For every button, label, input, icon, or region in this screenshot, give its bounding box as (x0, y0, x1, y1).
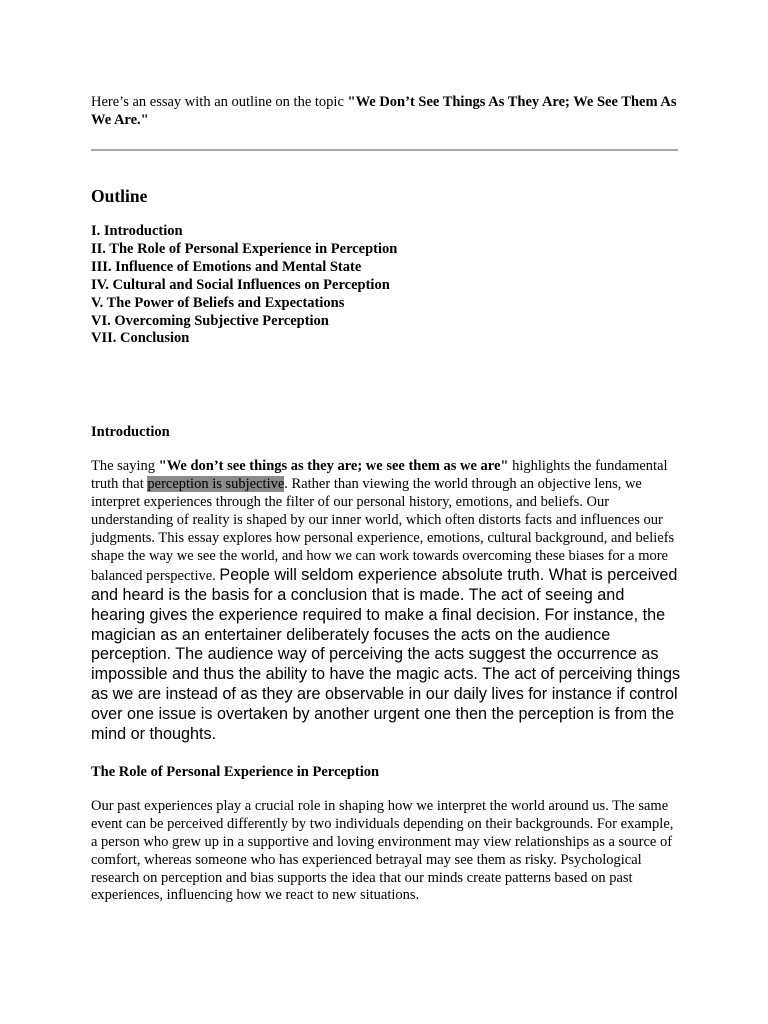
intro-lead-text: Here’s an essay with an outline on the topic (91, 94, 348, 110)
outline-item: VI. Overcoming Subjective Perception (91, 312, 329, 329)
inserted-sans-text: People will seldom experience absolute truth. What is perceived and heard is the basis for a conclusion that is made. The act of seeing and hearing gives the experience required to make a final decision. For instance, the magician as an entertainer deliberately focuses the acts on the audience perception. The audience way of perceiving the acts suggest the occurrence as impossible and thus the ability to have the magic acts. The act of perceiving things as we are instead of as they are observable in our daily lives for instance if control over one issue is overtaken by another urgent one then the perception is from the mind or thoughts. (91, 565, 681, 744)
outline-item: V. The Power of Beliefs and Expectations (91, 294, 345, 311)
document-body (91, 93, 681, 905)
outline-list (91, 223, 681, 348)
role-experience-heading: The Role of Personal Experience in Perception (91, 763, 380, 780)
outline-heading: Outline (91, 186, 148, 206)
horizontal-divider (91, 149, 678, 151)
intro-para-after-quote: highlights the fundamental truth that (91, 458, 668, 493)
outline-item: III. Influence of Emotions and Mental State (91, 258, 362, 275)
outline-item: IV. Cultural and Social Influences on Perception (91, 276, 390, 293)
essay-topic: "We Don’t See Things As They Are; We See Them As We Are." (91, 94, 677, 128)
intro-para-body: . Rather than viewing the world through an objective lens, we interpret experiences through the filter of our personal history, emotions, and beliefs. Our understanding of reality is shaped by our inner world, which often distorts facts and influences our judgments. This essay explores how personal experience, emotions, cultural background, and beliefs shape the way we see the world, and how we can work towards overcoming these biases for a more balanced perspective. (91, 476, 675, 584)
highlighted-phrase: perception is subjective (147, 476, 285, 493)
introduction-paragraph (91, 458, 681, 745)
essay-intro-line (91, 93, 681, 129)
role-experience-paragraph: Our past experiences play a crucial role in shaping how we interpret the world around us. The same event can be perceived differently by two individuals depending on their backgrounds. For example, a person who grew up in a supportive and loving environment may view relationships as a source of comfort, whereas someone who has experienced betrayal may see them as risky. Psychological research on perception and bias supports the idea that our minds create patterns based on past experiences, influencing how we react to new situations. (91, 797, 674, 904)
outline-item: I. Introduction (91, 223, 183, 239)
saying-quote: "We don’t see things as they are; we see them as we are" (158, 458, 509, 475)
introduction-heading: Introduction (91, 424, 170, 441)
intro-para-start: The saying (91, 458, 159, 475)
outline-item: II. The Role of Personal Experience in Perception (91, 240, 398, 257)
outline-item: VII. Conclusion (91, 330, 190, 347)
